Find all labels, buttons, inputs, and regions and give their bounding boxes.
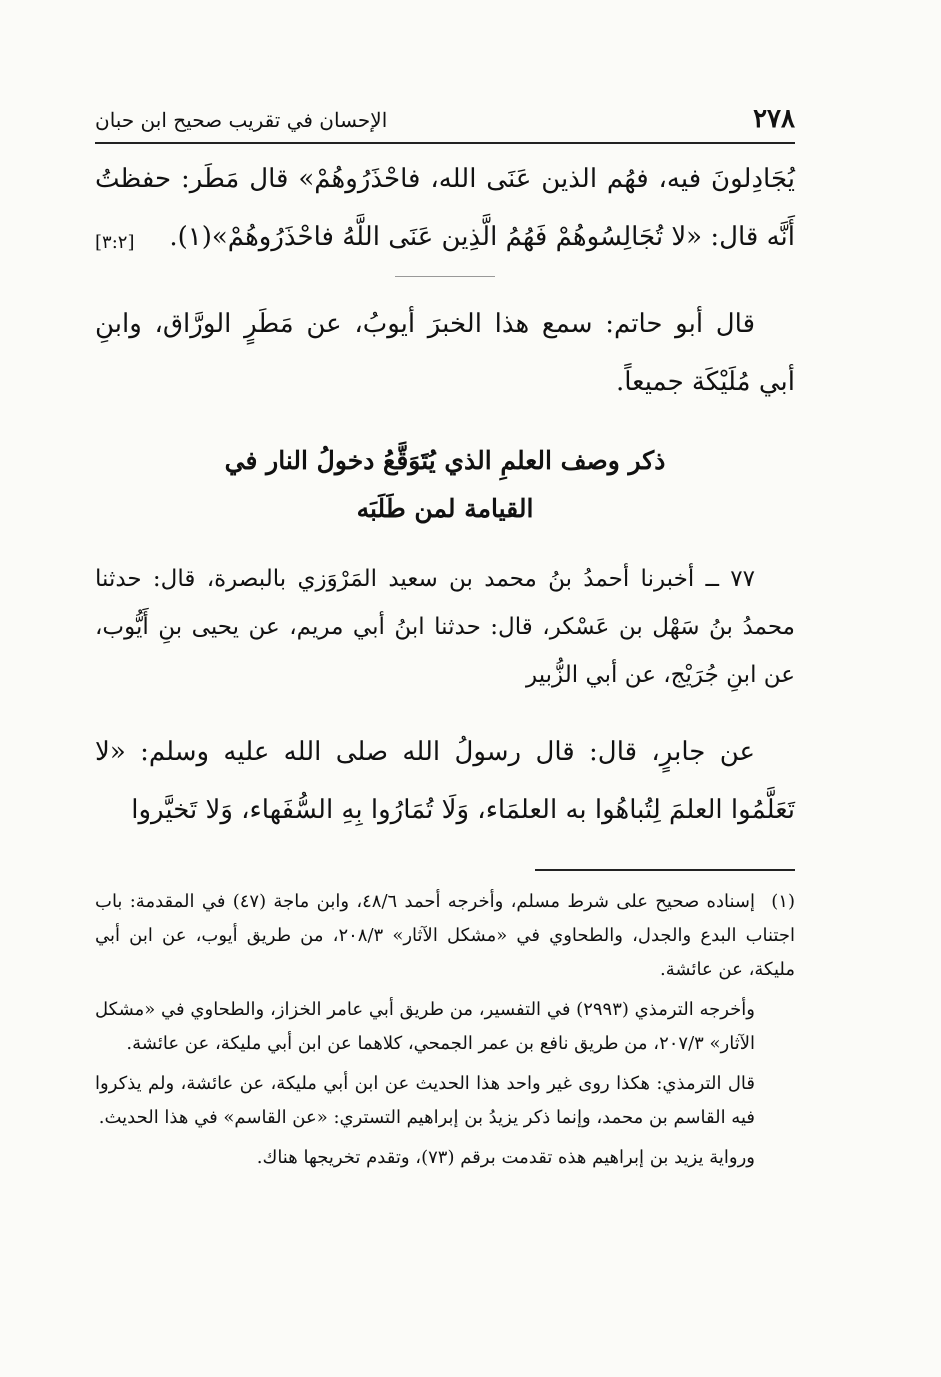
heading-line-1: ذكر وصف العلمِ الذي يُتَوَقَّعُ دخولُ النار في bbox=[224, 446, 666, 475]
page-number: ٢٧٨ bbox=[753, 104, 795, 134]
section-separator bbox=[395, 276, 495, 277]
footnote-marker: (١) bbox=[771, 891, 795, 912]
footnote-divider bbox=[535, 869, 795, 871]
footnote-text: إسناده صحيح على شرط مسلم، وأخرجه أحمد ٤٨/٦، وابن ماجة (٤٧) في المقدمة: باب اجتناب البدع والجدل، والطحاوي في «مشكل الآثار» ٢٠٨/٣، من طريق أيوب، عن ابن أبي مليكة، عن عائشة. bbox=[95, 891, 795, 980]
heading-line-2: القيامة لمن طَلَبَه bbox=[356, 494, 534, 523]
hadith-matn: عن جابرٍ، قال: قال رسولُ الله صلى الله عليه وسلم: «لا تَعَلَّمُوا العلمَ لِتُباهُوا به العلمَاء، وَلَا تُمَارُوا بِهِ السُّفَهاء، وَلا تَخيَّروا bbox=[95, 737, 795, 825]
hadith-isnad: ٧٧ ــ أخبرنا أحمدُ بنُ محمد بن سعيد المَرْوَزي بالبصرة، قال: حدثنا محمدُ بنُ سَهْل بن عَسْكر، قال: حدثنا ابنُ أبي مريم، عن يحيى بنِ أَيُّوب، عن ابنِ جُرَيْج، عن أبي الزُّبير bbox=[95, 566, 795, 688]
page bbox=[95, 100, 795, 1320]
footnote-paragraph-4: ورواية يزيد بن إبراهيم هذه تقدمت برقم (٧٣)، وتقدم تخريجها هناك. bbox=[256, 1147, 755, 1168]
footnote-paragraph-3: قال الترمذي: هكذا روى غير واحد هذا الحديث عن ابن أبي مليكة، عن عائشة، ولم يذكروا فيه القاسم بن محمد، وإنما ذكر يزيدُ بن إبراهيم التستري: «عن القاسم» في هذا الحديث. bbox=[95, 1073, 755, 1128]
footnote-1 bbox=[95, 885, 795, 987]
page-header bbox=[95, 100, 795, 144]
body-paragraph-1 bbox=[95, 150, 795, 266]
footnote-paragraph-2: وأخرجه الترمذي (٢٩٩٣) في التفسير، من طريق أبي عامر الخزاز، والطحاوي في «مشكل الآثار» ٢٠٧/٣، من طريق نافع بن عمر الجمحي، كلاهما عن ابن أبي مليكة، عن عائشة. bbox=[95, 999, 755, 1054]
section-heading bbox=[95, 437, 795, 533]
body-paragraph-2: قال أبو حاتم: سمع هذا الخبرَ أيوبُ، عن مَطَرٍ الورَّاق، وابنِ أبي مُلَيْكَة جميعاً. bbox=[95, 309, 795, 397]
running-title: الإحسان في تقريب صحيح ابن حبان bbox=[95, 108, 388, 132]
footnotes bbox=[95, 885, 795, 1175]
volume-reference: [٣:٢] bbox=[95, 232, 135, 253]
paragraph-text: يُجَادِلونَ فيه، فهُم الذين عَنَى الله، فاحْذَرُوهُمْ» قال مَطَر: حفظتُ أَنَّه قال: «لا تُجَالِسُوهُمْ فَهُمُ الَّذِين عَنَى اللَّهُ فاحْذَرُوهُمْ»(١). bbox=[95, 164, 795, 252]
